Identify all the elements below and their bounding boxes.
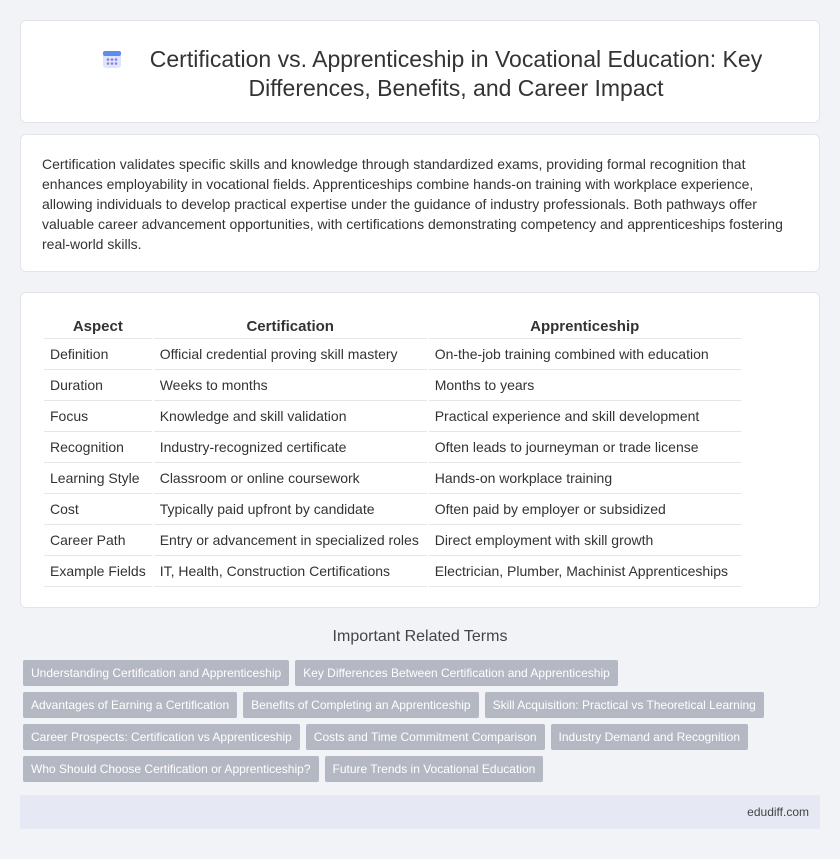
table-row — [44, 401, 741, 432]
related-term-tag[interactable]: Industry Demand and Recognition — [551, 724, 748, 750]
calendar-icon — [101, 48, 123, 70]
table-cell: Classroom or online coursework — [154, 463, 427, 494]
table-cell: Cost — [44, 494, 152, 525]
table-cell: Hands-on workplace training — [429, 463, 741, 494]
table-cell: Typically paid upfront by candidate — [154, 494, 427, 525]
table-cell: Direct employment with skill growth — [429, 525, 741, 556]
table-cell: Practical experience and skill development — [429, 401, 741, 432]
table-cell: Often paid by employer or subsidized — [429, 494, 741, 525]
table-cell: Knowledge and skill validation — [154, 401, 427, 432]
comparison-table-card — [20, 292, 820, 608]
table-cell: Example Fields — [44, 556, 152, 587]
table-cell: Months to years — [429, 370, 741, 401]
tag-row — [23, 724, 813, 750]
related-term-tag[interactable]: Career Prospects: Certification vs Apprenticeship — [23, 724, 300, 750]
table-cell: IT, Health, Construction Certifications — [154, 556, 427, 587]
table-cell: Often leads to journeyman or trade license — [429, 432, 741, 463]
related-term-tag[interactable]: Future Trends in Vocational Education — [325, 756, 544, 782]
table-row — [44, 556, 741, 587]
intro-text: Certification validates specific skills and knowledge through standardized exams, providing formal recognition that enhances employability in vocational fields. Apprenticeships combine hands-on training with workplace experience, allowing individuals to develop practical expertise under the guidance of industry professionals. Both pathways offer valuable career advancement opportunities, with certifications demonstrating competency and apprenticeships fostering real-world skills. — [42, 156, 783, 252]
related-terms-list — [23, 660, 813, 788]
table-cell: Industry-recognized certificate — [154, 432, 427, 463]
table-row — [44, 370, 741, 401]
related-terms-heading: Important Related Terms — [332, 628, 508, 645]
table-cell: On-the-job training combined with education — [429, 339, 741, 370]
related-term-tag[interactable]: Advantages of Earning a Certification — [23, 692, 237, 718]
table-row — [44, 432, 741, 463]
column-header-aspect: Aspect — [44, 313, 152, 339]
table-cell: Electrician, Plumber, Machinist Apprenticeships — [429, 556, 741, 587]
table-cell: Career Path — [44, 525, 152, 556]
tag-row — [23, 756, 813, 782]
page-title: Certification vs. Apprenticeship in Vocational Education: Key Differences, Benefits, and Career Impact — [149, 46, 763, 101]
table-header-row — [44, 313, 741, 339]
tag-row — [23, 692, 813, 718]
table-cell: Definition — [44, 339, 152, 370]
table-cell: Focus — [44, 401, 152, 432]
footer-bar — [20, 795, 820, 829]
intro-card — [20, 134, 820, 272]
related-term-tag[interactable]: Benefits of Completing an Apprenticeship — [243, 692, 478, 718]
table-row — [44, 463, 741, 494]
column-header-certification: Certification — [154, 313, 427, 339]
footer-site-link[interactable]: edudiff.com — [747, 805, 809, 819]
column-header-apprenticeship: Apprenticeship — [429, 313, 741, 339]
tag-row — [23, 660, 813, 686]
table-row — [44, 525, 741, 556]
table-cell: Learning Style — [44, 463, 152, 494]
table-cell: Recognition — [44, 432, 152, 463]
header-card — [20, 20, 820, 123]
table-row — [44, 339, 741, 370]
related-term-tag[interactable]: Key Differences Between Certification and Apprenticeship — [295, 660, 618, 686]
table-row — [44, 494, 741, 525]
comparison-table — [42, 313, 743, 587]
related-term-tag[interactable]: Skill Acquisition: Practical vs Theoretical Learning — [485, 692, 764, 718]
table-cell: Duration — [44, 370, 152, 401]
related-term-tag[interactable]: Costs and Time Commitment Comparison — [306, 724, 545, 750]
table-cell: Official credential proving skill mastery — [154, 339, 427, 370]
related-term-tag[interactable]: Understanding Certification and Apprenticeship — [23, 660, 289, 686]
table-cell: Weeks to months — [154, 370, 427, 401]
table-cell: Entry or advancement in specialized roles — [154, 525, 427, 556]
related-term-tag[interactable]: Who Should Choose Certification or Apprenticeship? — [23, 756, 319, 782]
